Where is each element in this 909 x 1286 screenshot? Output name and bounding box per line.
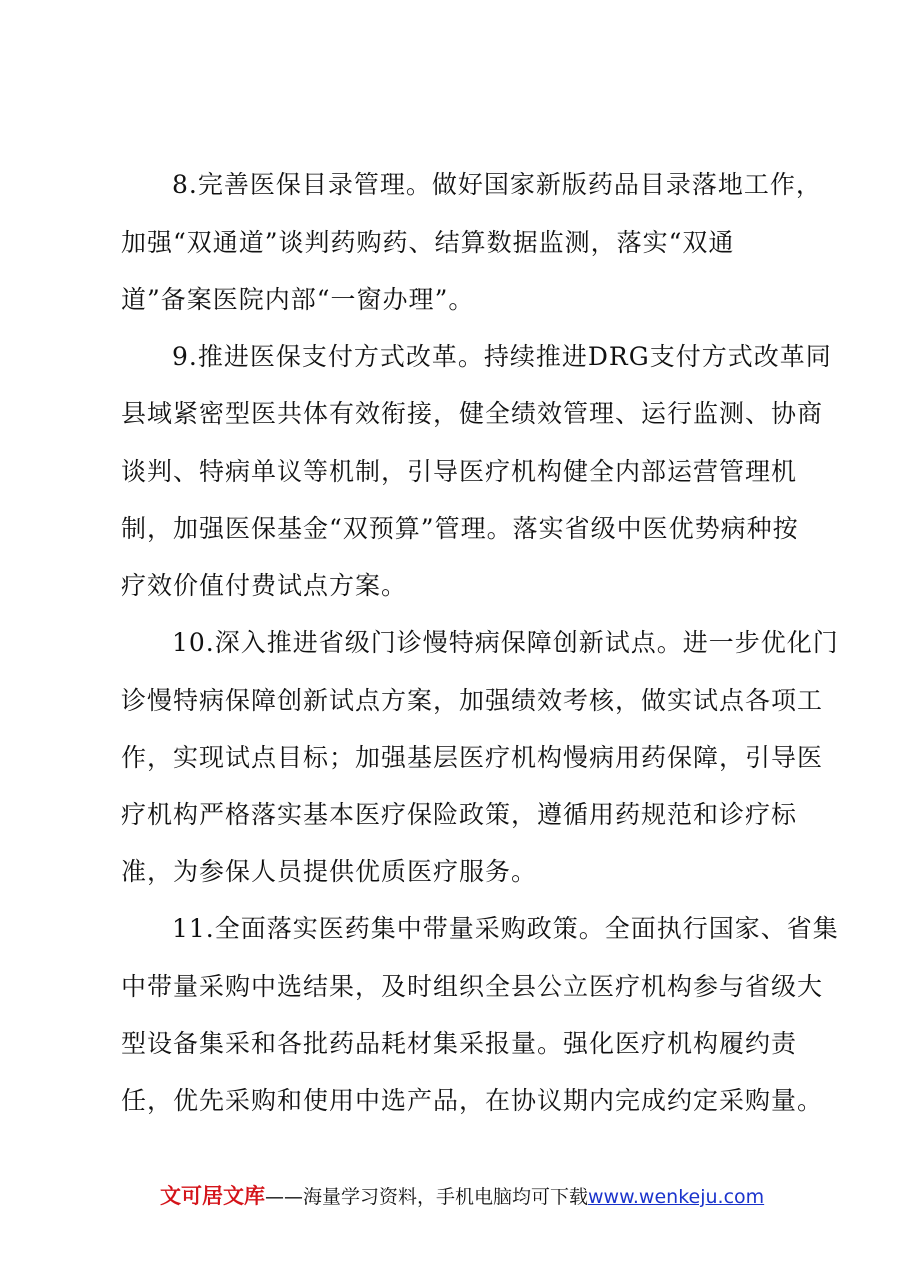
paragraph-11-line-1: 11.全面落实医药集中带量采购政策。全面执行国家、省集 [172, 914, 839, 943]
paragraph-11-line-2: 中带量采购中选结果，及时组织全县公立医疗机构参与省级大 [121, 972, 824, 1001]
paragraph-10-line-1: 10.深入推进省级门诊慢特病保障创新试点。进一步优化门 [172, 628, 839, 657]
paragraph-10-line-4: 疗机构严格落实基本医疗保险政策，遵循用药规范和诊疗标 [121, 800, 798, 829]
footer-tagline: ——海量学习资料，手机电脑均可下载 [265, 1186, 589, 1208]
paragraph-8-line-1: 8.完善医保目录管理。做好国家新版药品目录落地工作， [172, 170, 822, 199]
paragraph-10-line-3: 作，实现试点目标；加强基层医疗机构慢病用药保障，引导医 [121, 743, 824, 772]
paragraph-9-line-5: 疗效价值付费试点方案。 [121, 571, 408, 600]
paragraph-9-line-2: 县域紧密型医共体有效衔接，健全绩效管理、运行监测、协商 [121, 399, 824, 428]
paragraph-11-line-3: 型设备集采和各批药品耗材集采报量。强化医疗机构履约责 [121, 1029, 798, 1058]
paragraph-9-line-4: 制，加强医保基金“双预算”管理。落实省级中医优势病种按 [121, 514, 799, 543]
paragraph-9-line-1: 9.推进医保支付方式改革。持续推进DRG支付方式改革同 [172, 342, 832, 371]
footer-brand: 文可居文库 [160, 1184, 265, 1208]
paragraph-9-line-3: 谈判、特病单议等机制，引导医疗机构健全内部运营管理机 [121, 457, 798, 486]
footer-banner [160, 1183, 800, 1210]
paragraph-10-line-2: 诊慢特病保障创新试点方案，加强绩效考核，做实试点各项工 [121, 686, 824, 715]
paragraph-10-line-5: 准，为参保人员提供优质医疗服务。 [121, 857, 538, 886]
footer-url-link[interactable]: www.wenkeju.com [588, 1186, 765, 1208]
paragraph-8-line-2: 加强“双通道”谈判药购药、结算数据监测，落实“双通 [121, 228, 735, 257]
paragraph-11-line-4: 任，优先采购和使用中选产品，在协议期内完成约定采购量。 [121, 1086, 824, 1115]
paragraph-8-line-3: 道”备案医院内部“一窗办理”。 [121, 285, 475, 314]
